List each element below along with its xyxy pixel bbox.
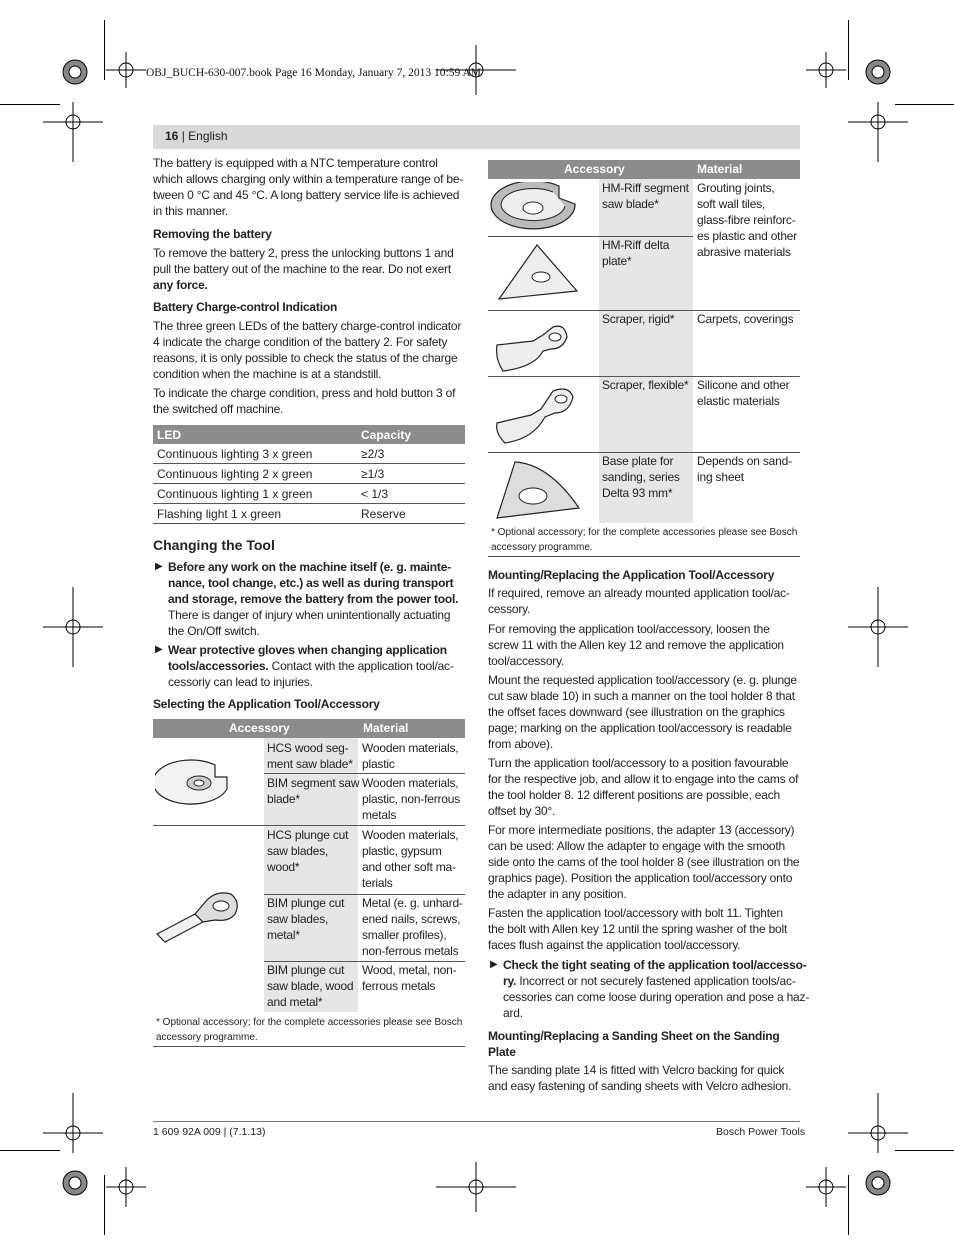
mounting-paragraph-2: For removing the application tool/accessory, loosen the screw 11 with the Allen key 12 and remove the application tool/accessory. [488,622,784,668]
footer-left: 1 609 92A 009 | (7.1.13) [153,1126,266,1138]
hm-riff-segment-blade-icon [489,182,581,234]
accessory-name: HM-Riff delta plate* [602,238,670,268]
accessory-material: Grouting joints, soft wall tiles, glass-fibre reinforc- es plastic and other abrasive materials [697,181,798,259]
table-footnote: * Optional accessory; for the complete accessories please see Bosch accessory programme. [491,527,798,553]
accessory-material: Wooden materials, plastic, gypsum and other soft ma- terials [362,828,459,890]
flexible-scraper-icon [493,383,579,445]
selecting-heading: Selecting the Application Tool/Accessory [153,697,380,711]
table-row: Continuous lighting 2 x green ≥1/3 [153,464,465,484]
charge-heading: Battery Charge-control Indication [153,300,338,314]
sanding-base-plate-icon [493,460,583,522]
sanding-paragraph: The sanding plate 14 is fitted with Velcro backing for quick and easy fastening of sanding sheets with Velcro adhesion. [488,1063,792,1093]
segment-saw-blade-icon [155,757,241,813]
intro-paragraph: The battery is equipped with a NTC temperature control which allows charging only within a temperature range of be- tween 0 °C and 45 °C. A long battery service life is achieved in this manner. [153,156,464,218]
mounting-paragraph-4: Turn the application tool/accessory to a position favourable for the respective job, and allow it to engage into the cams of the tool holder 8. 12 different positions are possible, each offset by 30°. [488,756,799,818]
led-column-header: LED [153,425,357,444]
table-footnote: * Optional accessory; for the complete accessories please see Bosch accessory programme. [156,1017,463,1043]
mounting-paragraph-1: If required, remove an already mounted application tool/ac- cessory. [488,586,790,616]
footer-right: Bosch Power Tools [716,1126,806,1138]
accessory-name: HM-Riff segment saw blade* [602,181,689,211]
bullet-1: Before any work on the machine itself (e. g. mainte- nance, tool change, etc.) as well as during transport and storage, remove the battery from the power tool. There is danger of injury when unintentionally actuating the On/Off switch. [168,560,459,638]
removing-heading: Removing the battery [153,227,272,241]
removing-paragraph: To remove the battery 2, press the unlocking buttons 1 and pull the battery out of the machine to the rear. Do not exert any force. [153,246,454,292]
accessory-name: Scraper, flexible* [602,378,689,392]
accessory-name: BIM plunge cut saw blades, metal* [267,896,345,942]
bullet-arrow-icon: ▶ [155,644,163,655]
table-row: Flashing light 1 x green Reserve [153,504,465,524]
accessory-material: Wooden materials, plastic, non-ferrous metals [362,776,461,822]
file-info: OBJ_BUCH-630-007.book Page 16 Monday, January 7, 2013 10:59 AM [146,67,481,79]
accessory-name: Base plate for sanding, series Delta 93 mm* [602,454,680,500]
led-table [153,425,465,524]
accessory-name: HCS plunge cut saw blades, wood* [267,828,349,874]
accessory-name: HCS wood seg- ment saw blade* [267,741,353,771]
page-number: 16 [165,129,179,143]
accessory-name: BIM plunge cut saw blade, wood and metal* [267,963,354,1009]
header-language: English [188,129,228,143]
mounting-paragraph-3: Mount the requested application tool/accessory (e. g. plunge cut saw blade 10) in such a manner on the tool holder 8 that the offset faces downward (see illustration on the graphics page; marking on the application tool/accessory is readable from above). [488,673,797,751]
charge-paragraph: The three green LEDs of the battery charge-control indicator 4 indicate the charge condition of the battery 2. For safety reasons, it is only possible to check the status of the charge condition when the machine is at a standstill. [153,319,462,381]
bullet-arrow-icon: ▶ [155,561,163,572]
table-row: Continuous lighting 1 x green < 1/3 [153,484,465,504]
rigid-scraper-icon [493,315,573,375]
charge-paragraph-2: To indicate the charge condition, press and hold button 3 of the switched off machine. [153,386,456,416]
plunge-cut-saw-blade-icon [155,888,241,948]
accessory-material: Metal (e. g. unhard- ened nails, screws, smaller profiles), non-ferrous metals [362,896,463,958]
accessory-material: Depends on sand- ing sheet [697,454,792,484]
changing-heading: Changing the Tool [153,537,275,553]
bullet-2: Wear protective gloves when changing application tools/accessories. Contact with the application tool/ac- cessoriy can lead to injuries. [168,643,454,689]
accessory-name: BIM segment saw blade* [267,776,360,806]
check-bullet: Check the tight seating of the application tool/accesso- ry. Incorrect or not securely fastened application tools/ac- cessories can come loose during operation and pose a haz- ard. [503,958,810,1020]
footer-rule [153,1121,800,1122]
accessory-material: Silicone and other elastic materials [697,378,790,408]
header-text: 16 | English [165,129,228,143]
accessory-table-header: Accessory Material [488,160,800,179]
accessory-material: Wood, metal, non- ferrous metals [362,963,457,993]
running-header [153,125,800,149]
table-row: Continuous lighting 3 x green ≥2/3 [153,444,465,464]
mounting-heading: Mounting/Replacing the Application Tool/Accessory [488,568,775,582]
capacity-column-header: Capacity [357,425,465,444]
sanding-heading: Mounting/Replacing a Sanding Sheet on the Sanding Plate [488,1029,780,1059]
accessory-name: Scraper, rigid* [602,312,675,326]
hm-riff-delta-plate-icon [493,243,579,303]
accessory-material: Carpets, coverings [697,312,794,326]
bullet-arrow-icon: ▶ [490,959,498,970]
mounting-paragraph-5: For more intermediate positions, the adapter 13 (accessory) can be used: Allow the adapter to engage with the smooth side onto the cams of the tool holder 8 (see illustration on the graphics page). Position the application tool/accessory onto the adapter in any position. [488,823,800,901]
mounting-paragraph-6: Fasten the application tool/accessory with bolt 11. Tighten the bolt with Allen key 12 until the spring washer of the bolt faces flush against the application tool/accessory. [488,906,788,952]
accessory-table-header: Accessory Material [153,719,465,738]
accessory-material: Wooden materials, plastic [362,741,459,771]
